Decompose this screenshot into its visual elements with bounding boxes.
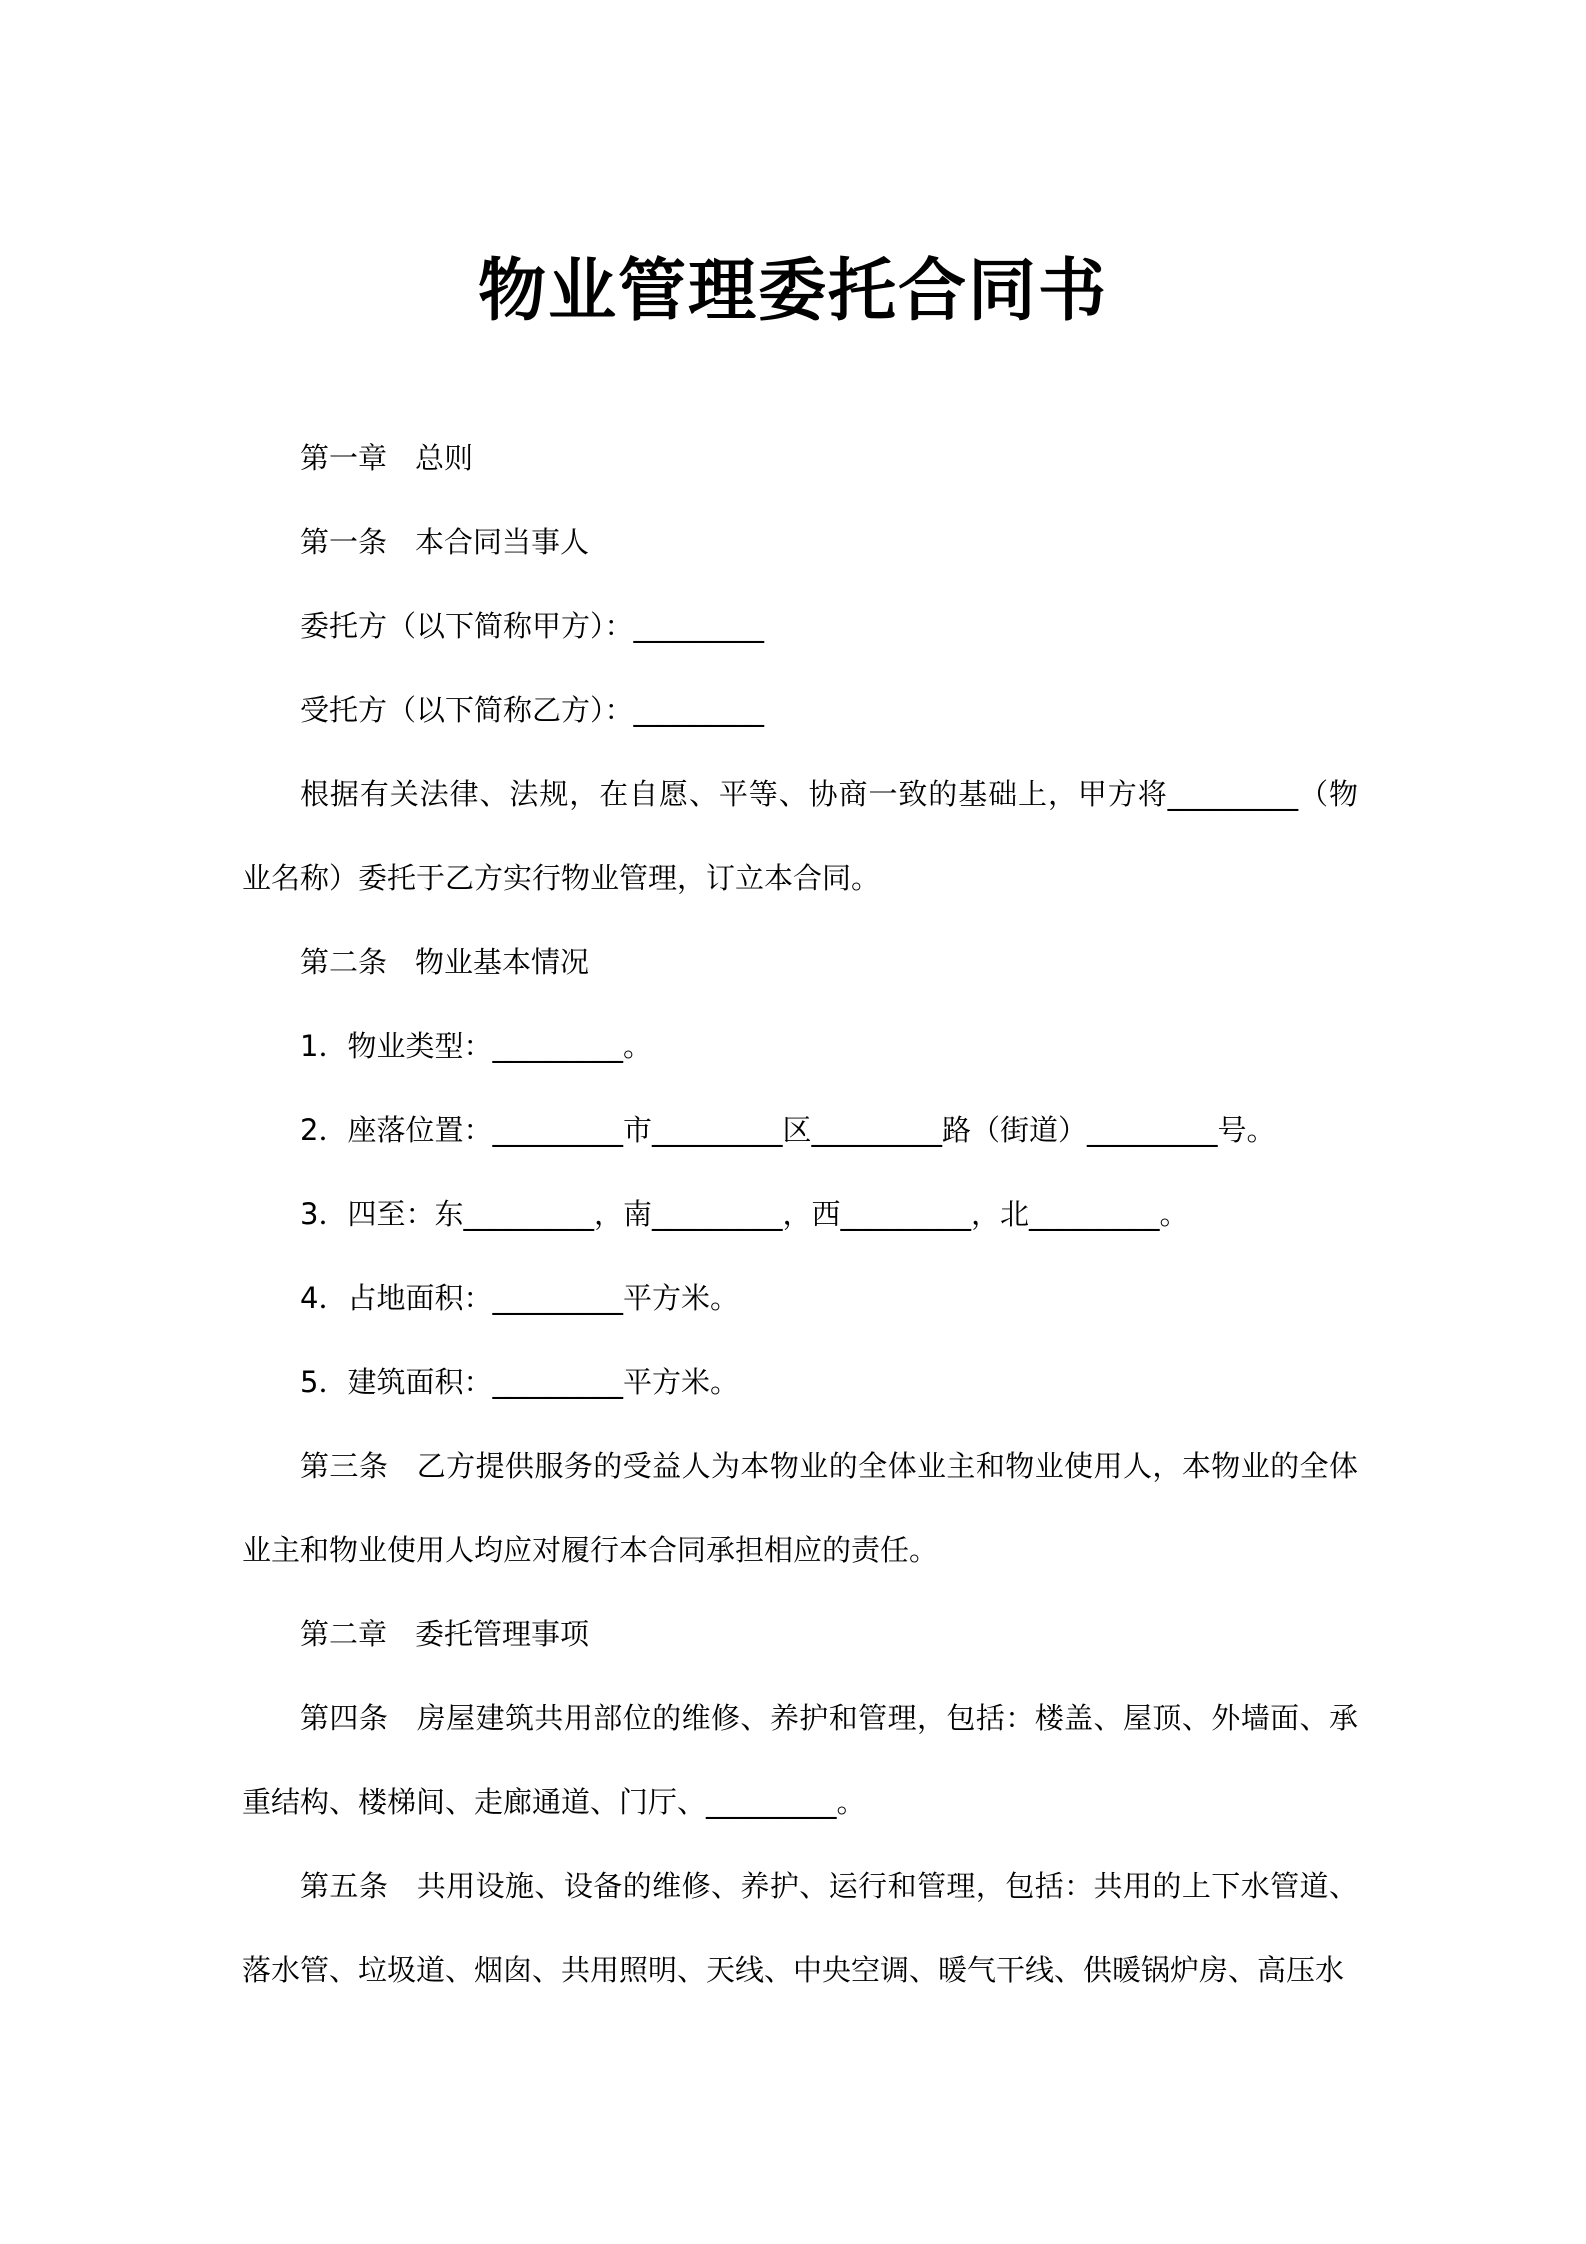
paragraph-text: 委托方（以下简称甲方）：_________ bbox=[300, 609, 765, 643]
paragraph-text: 委托管理事项 bbox=[415, 1617, 590, 1651]
paragraph-text: 座落位置：_________市_________区_________路（街道）_________号。 bbox=[347, 1113, 1276, 1147]
article-paragraph bbox=[242, 1424, 1358, 1592]
paragraph-heading: 第三条 bbox=[300, 1449, 389, 1483]
paragraph-text: 建筑面积：_________平方米。 bbox=[347, 1365, 739, 1399]
document-body bbox=[242, 416, 1358, 2012]
party-paragraph bbox=[242, 668, 1358, 752]
item-number: 5． bbox=[300, 1365, 348, 1399]
document-title: 物业管理委托合同书 bbox=[477, 252, 1108, 331]
paragraph-heading: 第二章 bbox=[300, 1617, 388, 1651]
numbered-item bbox=[242, 1256, 1358, 1340]
numbered-item bbox=[242, 1340, 1358, 1424]
paragraph-heading: 第四条 bbox=[300, 1701, 389, 1735]
item-number: 4． bbox=[300, 1281, 348, 1315]
chapter-heading bbox=[242, 1592, 1358, 1676]
article-paragraph bbox=[242, 1676, 1358, 1844]
paragraph-heading: 第五条 bbox=[300, 1869, 389, 1903]
paragraph-text: 物业基本情况 bbox=[415, 945, 590, 979]
paragraph-heading: 第一章 bbox=[300, 441, 388, 475]
paragraph-text: 房屋建筑共用部位的维修、养护和管理，包括：楼盖、屋顶、外墙面、承重结构、楼梯间、走廊通道、门厅、_________。 bbox=[242, 1701, 1358, 1819]
item-number: 1． bbox=[300, 1029, 348, 1063]
numbered-item bbox=[242, 1004, 1358, 1088]
paragraph-heading: 第二条 bbox=[300, 945, 388, 979]
numbered-item bbox=[242, 1172, 1358, 1256]
paragraph-text: 受托方（以下简称乙方）：_________ bbox=[300, 693, 765, 727]
paragraph-text: 总则 bbox=[415, 441, 474, 475]
article-paragraph bbox=[242, 1844, 1358, 2012]
chapter-heading bbox=[242, 416, 1358, 500]
paragraph-text: 本合同当事人 bbox=[415, 525, 590, 559]
paragraph-text: 占地面积：_________平方米。 bbox=[347, 1281, 739, 1315]
item-number: 2． bbox=[300, 1113, 348, 1147]
paragraph-text: 四至：东_________，南_________，西_________，北_________。 bbox=[347, 1197, 1189, 1231]
contract-paragraph bbox=[242, 752, 1358, 920]
paragraph-heading: 第一条 bbox=[300, 525, 388, 559]
party-paragraph bbox=[242, 584, 1358, 668]
paragraph-text: 共用设施、设备的维修、养护、运行和管理，包括：共用的上下水管道、落水管、垃圾道、烟囱、共用照明、天线、中央空调、暖气干线、供暖锅炉房、高压水 bbox=[242, 1869, 1358, 1987]
paragraph-text: 乙方提供服务的受益人为本物业的全体业主和物业使用人，本物业的全体业主和物业使用人均应对履行本合同承担相应的责任。 bbox=[242, 1449, 1358, 1567]
paragraph-text: 根据有关法律、法规，在自愿、平等、协商一致的基础上，甲方将_________（物业名称）委托于乙方实行物业管理，订立本合同。 bbox=[242, 777, 1358, 895]
paragraph-text: 物业类型：_________。 bbox=[347, 1029, 652, 1063]
numbered-item bbox=[242, 1088, 1358, 1172]
article-paragraph bbox=[242, 920, 1358, 1004]
item-number: 3． bbox=[300, 1197, 348, 1231]
article-paragraph bbox=[242, 500, 1358, 584]
